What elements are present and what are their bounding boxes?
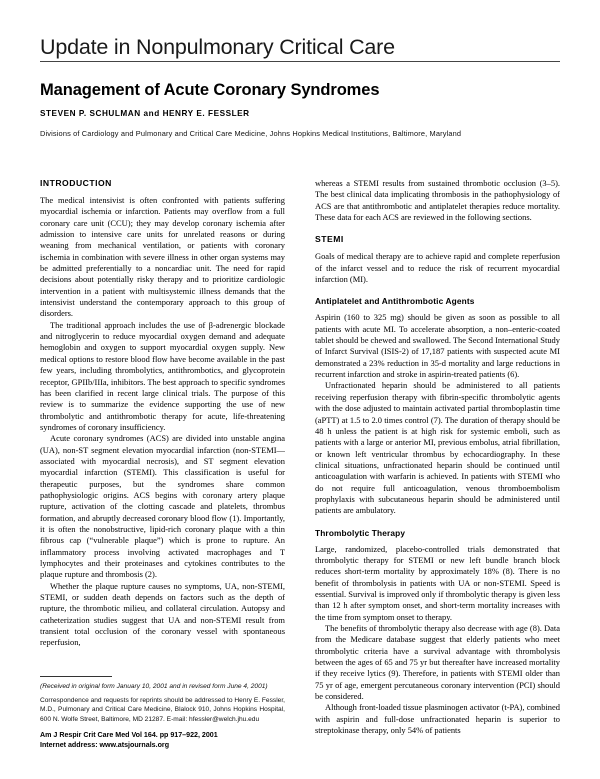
paragraph: The medical intensivist is often confronted with patients suffering myocardial ischemia or infarction. Patients may overflow from a full coronary care unit (CCU); they may develop coronary ischemia after admission to intensive care units for unrelated reasons or during weaning from mechanical ventilation, or patients with coronary ischemia in combination with severe illness in other organ systems may be admitted preferentially to a noncardiac unit. The need for rapid decisions about potentially risky therapy and to prioritize cardiologic intervention in a patient with multisystemic illness demands that the intensivist understand the contemporary approach to this group of disorders. bbox=[40, 195, 285, 319]
footnote-divider bbox=[40, 676, 112, 677]
correspondence-note: Correspondence and requests for reprints should be addressed to Henry E. Fessler, M.D., Pulmonary and Critical Care Medicine, Blalock 910, Johns Hopkins Hospital, 600 N. Wolfe Street, Baltimore, MD 21287. E-mail: hfessler@welch.jhu.edu bbox=[40, 697, 285, 723]
paragraph: The benefits of thrombolytic therapy also decrease with age (8). Data from the Medicare database suggest that elderly patients who meet thrombolytic criteria have a survival advantage with thrombolysis between the ages of 65 and 75 yr but thereafter have increased mortality if they receive lytics (9). Therefore, in patients with STEMI older than 75 yr of age, emergent percutaneous coronary intervention (PCI) should be considered. bbox=[315, 623, 560, 702]
right-column bbox=[315, 178, 560, 736]
masthead bbox=[40, 36, 560, 62]
subsection-heading-thrombolytic-therapy: Thrombolytic Therapy bbox=[315, 527, 406, 538]
paragraph: Aspirin (160 to 325 mg) should be given as soon as possible to all patients with acute MI. To accelerate absorption, a non–enteric-coated tablet should be chewed and swallowed. The Second International Study of Infarct Survival (ISIS-2) of 17,187 patients with suspected acute MI demonstrated a 23% reduction in 35-d mortality and large reductions in recurrent infarction and stroke in aspirin-treated patients (6). bbox=[315, 312, 560, 380]
paragraph: The traditional approach includes the use of β-adrenergic blockade and nitroglycerin to reduce myocardial oxygen demand and adequate hemoglobin and oxygen to support myocardial oxygen supply. New medical options to restore blood flow have become available in the past few years, including thrombolytics, antithrombotics, and glycoprotein receptor, GPIIb/IIIa, inhibitors. The best approach to specific syndromes has been clarified in recent large clinical trials. The purpose of this review is to summarize the evidence supporting the use of new thrombolytic and antithrombotic therapy for acute, life-threatening syndromes of coronary insufficiency. bbox=[40, 319, 285, 432]
series-title: Update in Nonpulmonary Critical Care bbox=[40, 35, 395, 59]
paragraph: Goals of medical therapy are to achieve rapid and complete reperfusion of the infarct vessel and to reduce the risk of recurrent myocardial infarction (MI). bbox=[315, 251, 560, 285]
footnote-block bbox=[40, 676, 285, 750]
left-column bbox=[40, 178, 285, 649]
paragraph: Acute coronary syndromes (ACS) are divided into unstable angina (UA), non-ST segment elevation myocardial infarction (non-STEMI—associated with myocardial necrosis), and ST segment elevation myocardial infarction (STEMI). This classification is useful for therapeutic purposes, but the syndromes share common pathophysiologic origins. ACS begins with coronary artery plaque rupture, activation of the clotting cascade and platelets, thrombus formation, and abruptly decreased coronary blood flow (1). Importantly, it is often the nonobstructive, lipid-rich coronary plaque with a thin fibrous cap (“vulnerable plaque”) which is prone to rupture. An inflammatory process involving activated macrophages and T lymphocytes and their proteinases and cytokines contributes to the plaque rupture and thrombosis (2). bbox=[40, 433, 285, 580]
masthead-divider bbox=[40, 61, 560, 62]
paragraph: Although front-loaded tissue plasminogen activator (t-PA), combined with aspirin and full-dose unfractionated heparin is superior to streptokinase therapy, only 54% of patients bbox=[315, 702, 560, 736]
paragraph: Unfractionated heparin should be administered to all patients receiving reperfusion therapy with fibrin-specific thrombolytic agents with the dose adjusted to maintain activated partial thromboplastin time (aPTT) at 1.5 to 2.0 times control (7). The duration of therapy should be 48 h unless the patient is at high risk for systemic emboli, such as patients with a large or anterior MI, previous embolus, atrial fibrillation, or known left ventricular thrombus by echocardiography. In these clinical situations, unfractionated heparin should be continued until anticoagulation with warfarin is achieved. In patients with STEMI who do not require full anticoagulation, venous thromboembolism prophylaxis with subcutaneous heparin should be administered until patients are ambulatory. bbox=[315, 380, 560, 516]
section-heading-introduction: INTRODUCTION bbox=[40, 178, 112, 188]
article-title: Management of Acute Coronary Syndromes bbox=[40, 81, 380, 99]
author-list: STEVEN P. SCHULMAN and HENRY E. FESSLER bbox=[40, 109, 250, 118]
received-date-note: (Received in original form January 10, 2001 and in revised form June 4, 2001) bbox=[40, 683, 268, 690]
section-heading-stemi: STEMI bbox=[315, 234, 344, 245]
journal-citation: Am J Respir Crit Care Med Vol 164. pp 917–922, 2001 bbox=[40, 731, 218, 740]
paragraph: Large, randomized, placebo-controlled trials demonstrated that thrombolytic therapy for STEMI or new left bundle branch block reduces short-term mortality by approximately 18% (8). There is no benefit of thrombolysis in patients with UA or non-STEMI. Speed is essential. Survival is improved only if thrombolytic therapy is given less than 12 h after symptom onset, and short-term mortality increases with the time from symptom onset to therapy. bbox=[315, 543, 560, 622]
journal-internet-address: Internet address: www.atsjournals.org bbox=[40, 741, 170, 750]
paragraph: whereas a STEMI results from sustained thrombotic occlusion (3–5). The best clinical data implicating thrombosis in the pathophysiology of ACS are that antithrombotic and antiplatelet therapies reduce mortality. These data for each ACS are reviewed in the following sections. bbox=[315, 178, 560, 223]
affiliation-line: Divisions of Cardiology and Pulmonary and Critical Care Medicine, Johns Hopkins Medical Institutions, Baltimore, Maryland bbox=[40, 129, 462, 138]
paragraph: Whether the plaque rupture causes no symptoms, UA, non-STEMI, STEMI, or sudden death depends on factors such as the depth of rupture, the thrombotic milieu, and collateral circulation. Autopsy and catheterization studies suggest that UA and non-STEMI result from transient total occlusion of the coronary vessel with spontaneous reperfusion, bbox=[40, 580, 285, 648]
subsection-heading-antiplatelet-antithrombotic-agents: Antiplatelet and Antithrombotic Agents bbox=[315, 296, 475, 307]
